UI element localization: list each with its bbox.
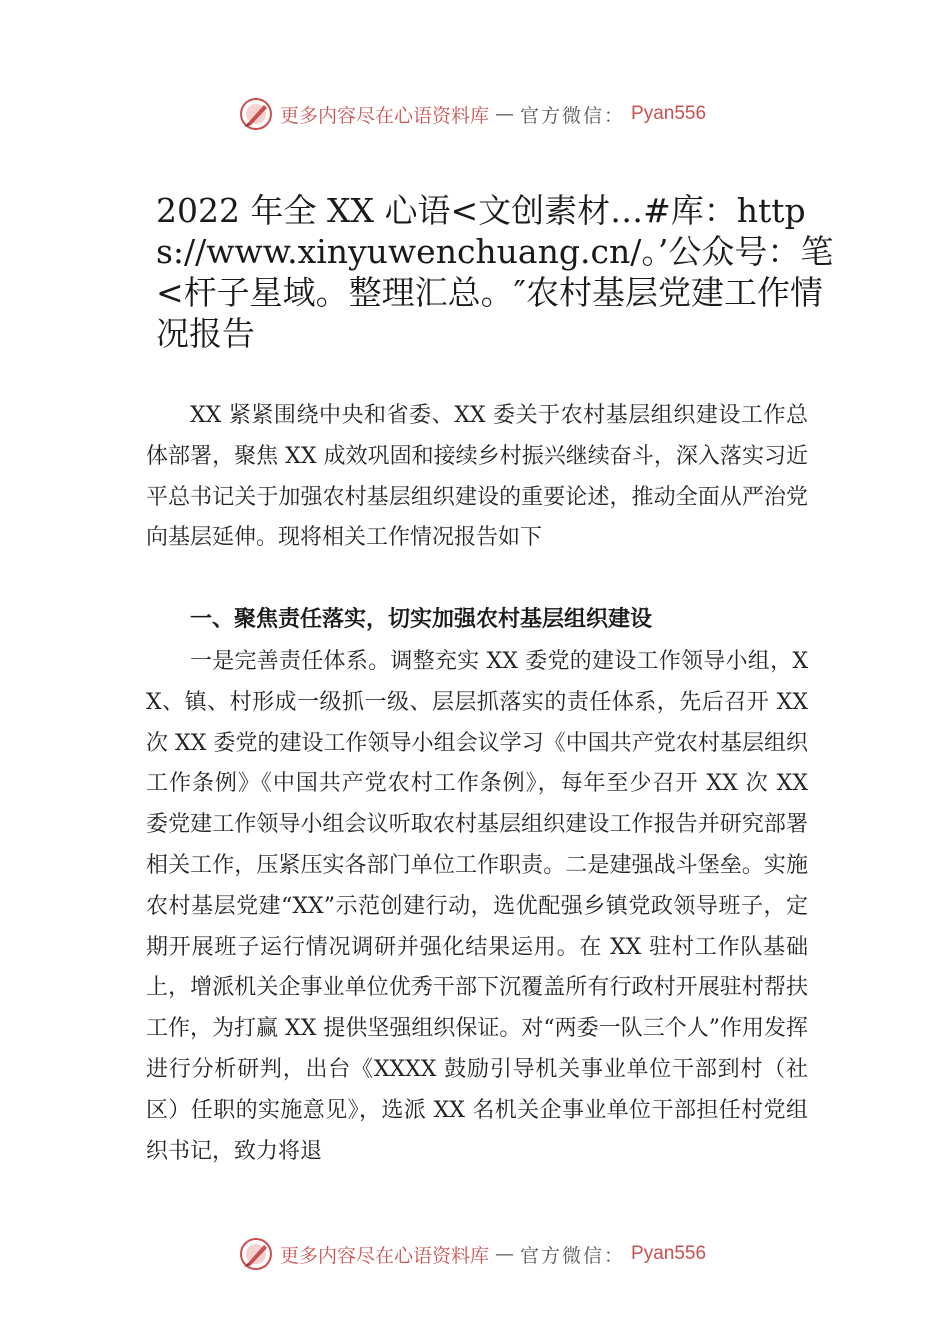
pen-seal-icon [238, 1236, 274, 1272]
intro-paragraph: XX 紧紧围绕中央和省委、XX 委关于农村基层组织建设工作总体部署，聚焦 XX 成效巩固和接续乡村振兴继续奋斗，深入落实习近平总书记关于加强农村基层组织建设的重要论述，推动全面从严治党向基层延伸。现将相关工作情况报告如下 [146, 403, 808, 551]
watermark-separator: — [495, 1243, 515, 1265]
watermark-wechat-label: 官方微信： [520, 104, 626, 127]
watermark-separator: — [495, 103, 515, 125]
pen-seal-icon [238, 96, 274, 132]
watermark-wechat-id: Pyan556 [631, 1243, 707, 1264]
footer-watermark-banner [238, 1234, 706, 1274]
section-paragraph: 一是完善责任体系。调整充实 XX 委党的建设工作领导小组，XX、镇、村形成一级抓一级、层层抓落实的责任体系，先后召开 XX 次 XX 委党的建设工作领导小组会议学习《中国共产党农村基层组织工作条例》《中国共产党农村工作条例》，每年至少召开 XX 次 XX 委党建工作领导小组会议听取农村基层组织建设工作报告并研究部署相关工作，压紧压实各部门单位工作职责。二是建强战斗堡垒。实施农村基层党建“XX”示范创建行动，选优配强乡镇党政领导班子，定期开展班子运行情况调研并强化结果运用。在 XX 驻村工作队基础上，增派机关企事业单位优秀干部下沉覆盖所有行政村开展驻村帮扶工作，为打赢 XX 提供坚强组织保证。对“两委一队三个人”作用发挥进行分析研判，出台《XXXX 鼓励引导机关事业单位干部到村（社区）任职的实施意见》，选派 XX 名机关企事业单位干部担任村党组织书记，致力将退 [146, 649, 808, 1164]
watermark-main-text: 更多内容尽在心语资料库 [280, 1244, 490, 1267]
watermark-main-text: 更多内容尽在心语资料库 [280, 104, 490, 127]
watermark-wechat-label: 官方微信： [520, 1244, 626, 1267]
header-watermark-banner [238, 94, 706, 134]
watermark-wechat-id: Pyan556 [631, 103, 707, 124]
section-heading: 一、聚焦责任落实，切实加强农村基层组织建设 [190, 607, 653, 632]
document-title: 2022 年全 XX 心语<文创素材…#库：https://www.xinyuwenchuang.cn/。’公众号：笔<杆子星域。整理汇总。″农村基层党建工作情况报告 [156, 191, 834, 353]
